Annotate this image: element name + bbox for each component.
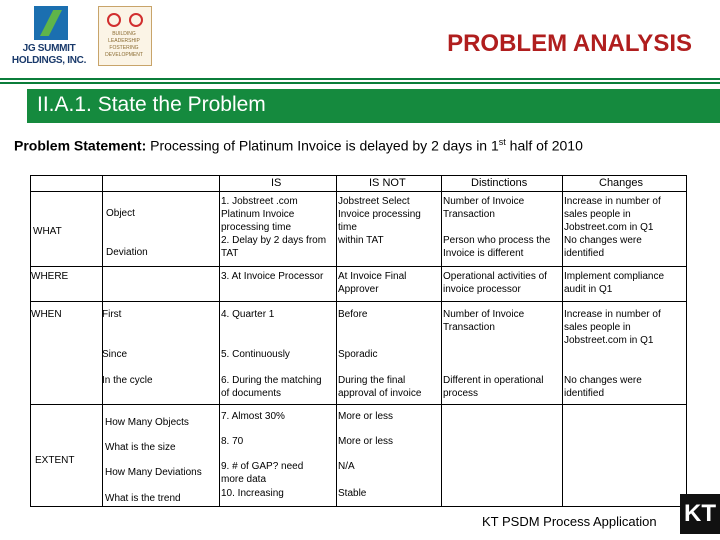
row-7-is: 7. Almost 30% bbox=[221, 411, 285, 422]
jg-summit-logo bbox=[8, 6, 90, 68]
row-10-sub: What is the trend bbox=[105, 493, 181, 504]
row-8-is: 8. 70 bbox=[221, 436, 244, 447]
row-9-is: 9. # of GAP? need more data bbox=[221, 461, 304, 485]
row-2-is-not: within TAT bbox=[338, 235, 384, 246]
row-4-distinctions: Number of Invoice Transaction bbox=[443, 309, 525, 333]
statement-tail: half of 2010 bbox=[505, 137, 583, 154]
row-10-is: 10. Increasing bbox=[221, 488, 284, 499]
grid-line bbox=[31, 404, 686, 405]
row-6-changes: No changes were identified bbox=[564, 375, 642, 399]
group-when: WHEN bbox=[31, 309, 62, 320]
jg-summit-mark-icon bbox=[34, 6, 68, 40]
row-1-sub: Object bbox=[106, 208, 135, 219]
grid-line bbox=[102, 176, 103, 506]
row-7-is-not: More or less bbox=[338, 411, 394, 422]
row-2-distinctions: Person who process the Invoice is different bbox=[443, 235, 551, 259]
row-5-is: 5. Continuously bbox=[221, 349, 290, 360]
kt-badge-logo: KT bbox=[680, 494, 720, 534]
row-3-is: 3. At Invoice Processor bbox=[221, 271, 324, 282]
group-where: WHERE bbox=[31, 271, 69, 282]
gk-line-3: FOSTERING bbox=[109, 45, 139, 51]
row-3-is-not: At Invoice Final Approver bbox=[338, 271, 407, 295]
row-1-is-not: Jobstreet Select Invoice processing time bbox=[338, 196, 421, 233]
col-header-is-not: IS NOT bbox=[369, 177, 406, 189]
row-2-sub: Deviation bbox=[106, 247, 148, 258]
row-8-is-not: More or less bbox=[338, 436, 394, 447]
row-2-is: 2. Delay by 2 days from TAT bbox=[221, 235, 327, 259]
row-9-sub: How Many Deviations bbox=[105, 467, 202, 478]
row-5-is-not: Sporadic bbox=[338, 349, 378, 360]
bicycle-icon bbox=[105, 11, 145, 27]
footer-text: KT PSDM Process Application bbox=[482, 514, 657, 529]
col-header-changes: Changes bbox=[599, 177, 644, 189]
header-rule-top bbox=[0, 78, 720, 80]
row-6-distinctions: Different in operational process bbox=[443, 375, 544, 399]
problem-analysis-table bbox=[30, 175, 687, 507]
row-1-distinctions: Number of Invoice Transaction bbox=[443, 196, 525, 220]
grid-line bbox=[219, 176, 220, 506]
col-header-is: IS bbox=[271, 177, 282, 189]
row-6-sub: In the cycle bbox=[102, 375, 153, 386]
row-4-is-not: Before bbox=[338, 309, 368, 320]
row-4-changes: Increase in number of sales people in Jobstreet.com in Q1 bbox=[564, 309, 661, 346]
gk-line-4: DEVELOPMENT bbox=[105, 52, 143, 58]
row-1-is: 1. Jobstreet .com Platinum Invoice processing time bbox=[221, 196, 298, 233]
row-3-distinctions: Operational activities of invoice processor bbox=[443, 271, 547, 295]
grid-line bbox=[441, 176, 442, 506]
col-header-distinctions: Distinctions bbox=[471, 177, 528, 189]
row-10-is-not: Stable bbox=[338, 488, 367, 499]
grid-line bbox=[31, 301, 686, 302]
row-7-sub: How Many Objects bbox=[105, 417, 189, 428]
row-6-is: 6. During the matching of documents bbox=[221, 375, 322, 399]
grid-line bbox=[31, 266, 686, 267]
group-what: WHAT bbox=[33, 226, 62, 237]
row-8-sub: What is the size bbox=[105, 442, 176, 453]
group-extent: EXTENT bbox=[35, 455, 75, 466]
statement-sup: st bbox=[498, 137, 506, 147]
row-3-changes: Implement compliance audit in Q1 bbox=[564, 271, 665, 295]
section-heading: II.A.1. State the Problem bbox=[37, 93, 266, 116]
section-banner bbox=[27, 89, 720, 123]
row-1-changes: Increase in number of sales people in Jobstreet.com in Q1 bbox=[564, 196, 661, 233]
row-2-changes: No changes were identified bbox=[564, 235, 642, 259]
grid-line bbox=[31, 191, 686, 192]
gk-line-1: BUILDING bbox=[112, 31, 136, 37]
logo-line-2: HOLDINGS, INC. bbox=[11, 55, 87, 66]
header-rule-bottom bbox=[0, 82, 720, 84]
statement-label: Problem Statement: bbox=[14, 137, 147, 154]
row-4-is: 4. Quarter 1 bbox=[221, 309, 275, 320]
grid-line bbox=[562, 176, 563, 506]
gk-line-2: LEADERSHIP bbox=[108, 38, 140, 44]
statement-text: Processing of Platinum Invoice is delayed by 2 days in 1 bbox=[146, 137, 499, 154]
row-9-is-not: N/A bbox=[338, 461, 355, 472]
row-4-sub: First bbox=[102, 309, 122, 320]
row-6-is-not: During the final approval of invoice bbox=[338, 375, 422, 399]
problem-statement bbox=[14, 137, 583, 154]
leadership-logo bbox=[98, 6, 152, 66]
logo-line-1: JG SUMMIT bbox=[22, 43, 76, 54]
page-title: PROBLEM ANALYSIS bbox=[447, 30, 692, 57]
row-5-sub: Since bbox=[102, 349, 128, 360]
grid-line bbox=[336, 176, 337, 506]
